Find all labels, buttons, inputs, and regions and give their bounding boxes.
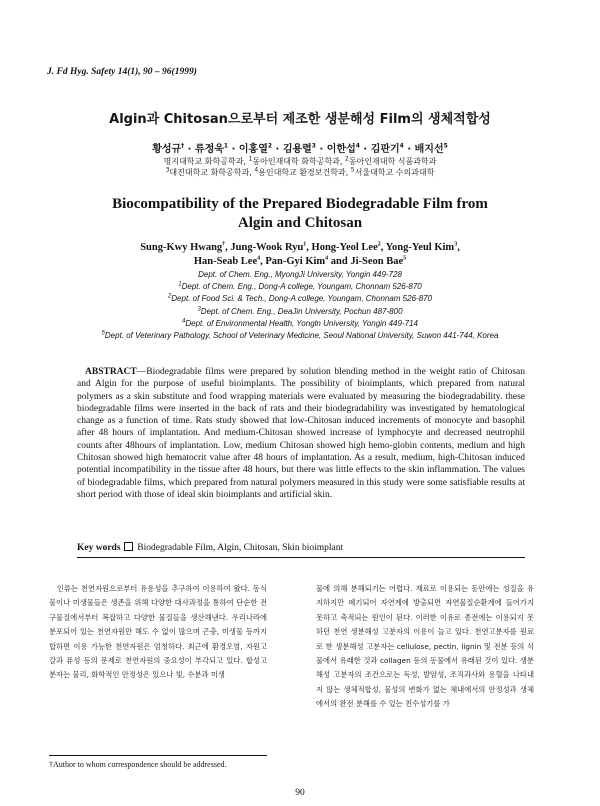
english-author-sep: , xyxy=(306,242,312,253)
korean-affiliation-sup: 5 xyxy=(350,166,355,174)
english-author-name: Ji-Seon Bae xyxy=(350,256,404,267)
journal-reference: J. Fd Hyg. Safety 14(1), 90 – 96(1999) xyxy=(47,67,197,77)
english-author-sep: , xyxy=(380,242,386,253)
korean-author-sup: 3 xyxy=(311,142,316,150)
korean-author-name: 황성규 xyxy=(152,144,182,155)
english-affiliation-sup: 1 xyxy=(178,281,182,288)
korean-author-name: 이홍열 xyxy=(238,144,268,155)
keywords-box-icon xyxy=(124,542,133,551)
english-author-sep: , xyxy=(225,242,231,253)
english-author-name: Han-Seab Lee xyxy=(193,256,258,267)
korean-author-sup: 1 xyxy=(223,142,229,150)
korean-author-sep: · xyxy=(184,144,195,155)
english-author-sup: 2 xyxy=(377,241,381,248)
korean-affiliation-text: 서울대학교 수의과대학 xyxy=(354,168,435,177)
korean-author-sup: 2 xyxy=(267,142,273,150)
english-author-sep: , xyxy=(457,242,460,253)
korean-affiliations-line2 xyxy=(0,167,600,178)
korean-author-sup: 4 xyxy=(355,142,360,150)
english-author-sup: 5 xyxy=(403,255,407,262)
korean-affiliation-text: 명지대학교 화학공학과, xyxy=(163,157,249,166)
korean-affiliations-line1 xyxy=(0,156,600,167)
body-right-paragraph: 물에 의해 분해되기는 어렵다. 재료로 이용되는 동안에는 성질을 유지하지만 폐기되어 자연계에 방출되면 자연물질순환계에 들어가지 못하고 축적되는 원인이 된다. 이러한 이유로 종전에는 이용되지 못하던 천연 생분해성 고분자의 이용이 늘고 있다. 천연고분자를 원료로 한 생분해성 고분자는 cellulose, pectin, lignin 및 전분 등의 식물에서 유래한 것과 collagen 등의 동물에서 유래된 것이 있다. 생분해성 고분자의 조건으로는 독성, 발암성, 조직과사와 용혈을 나타내지 않는 생체적합성, 물성의 변화가 없는 체내에서의 안정성과 생체에서의 완전 분해를 수 있는 친수성기를 가 xyxy=(316,584,534,709)
body-column-left xyxy=(49,582,267,683)
korean-author-sep: · xyxy=(403,144,415,155)
korean-affiliation-text: 동아인재대학 식품과학과 xyxy=(348,157,437,166)
english-title-line1: Biocompatibility of the Prepared Biodegradable Film from xyxy=(112,196,488,212)
abstract xyxy=(77,366,525,501)
english-author-name: Pan-Gyi Kim xyxy=(265,256,326,267)
english-affiliation-line xyxy=(0,330,600,342)
english-author-sup: 4 xyxy=(325,255,329,262)
english-author-sup: 4 xyxy=(257,255,261,262)
abstract-text: —Biodegradable films were prepared by solution blending method in the weight ratio of Chitosan and Algin for the purpose of useful bioimplants. The possibility of bioimplants, which prepared from natural polymers as a skin substitute and food wrapping materials were evaluated by measuring the biodegradability. these biodegradable films were inserted in the back of rats and their biodegradability was investigated by hematological change as a function of time. Rats study showed that low-Chitosan induced increments of monocyte and basophil after 48 hours of implantation. And medium-Chitosan showed increase of lymphocyte and decreased neutrophil counts after 48hours of implantation. Low, medium Chitosan showed high hemo-globin contents, medium and high Chitosan showed high hematocrit value after 48 hours of implantation. As a result, medium, high-Chitosan induced potential incompatibility in the tissue after 48 hours, but there was little effects to the skin inflammation. The values of biodegradable films, which prepared from natural polymers measured in this study were some satisfiable results at short period with those of ideal skin bioimplants and artificial skin. xyxy=(77,367,525,500)
korean-affiliation-text: 용인대학교 환경보건학과, xyxy=(258,168,351,177)
english-affiliation-line xyxy=(0,318,600,330)
english-affiliation-sup: 4 xyxy=(182,318,186,325)
korean-author-sep: · xyxy=(228,144,239,155)
korean-author-sup: 5 xyxy=(443,142,448,150)
english-authors xyxy=(0,241,600,269)
english-author-sep: , xyxy=(260,256,266,267)
english-affiliation-sup: 2 xyxy=(167,293,172,300)
english-author-name: Yong-Yeul Kim xyxy=(385,242,455,253)
korean-title: Algin과 Chitosan으로부터 제조한 생분해성 Film의 생체적합성 xyxy=(109,112,491,127)
korean-author-name: 이한섭 xyxy=(326,144,356,155)
keywords xyxy=(77,542,525,553)
abstract-label: ABSTRACT xyxy=(85,367,137,377)
english-authors-line2 xyxy=(0,255,600,269)
korean-affiliation-text: 대진대학교 화학공학과, xyxy=(169,168,255,177)
english-affiliation-line xyxy=(0,269,600,281)
english-author-name: Jung-Wook Ryu xyxy=(230,242,304,253)
keywords-text: Biodegradable Film, Algin, Chitosan, Skin bioimplant xyxy=(137,543,344,553)
footnote-divider xyxy=(49,755,267,756)
korean-affiliation-text: 동아인재대학 화학공학과, xyxy=(252,157,345,166)
english-title xyxy=(0,195,600,233)
korean-affiliation-sup: 4 xyxy=(254,166,259,174)
english-affiliation-text: Dept. of Food Sci. & Tech., Dong-A college, Youngam, Chonnam 526-870 xyxy=(171,294,433,304)
english-author-name: Sung-Kwy Hwang xyxy=(140,242,223,253)
english-title-line2: Algin and Chitosan xyxy=(237,215,363,231)
korean-authors xyxy=(0,140,600,155)
english-affiliation-line xyxy=(0,281,600,293)
korean-author-sup: 4 xyxy=(399,142,404,150)
korean-affiliation-sup: 3 xyxy=(165,166,170,174)
korean-author-sep: · xyxy=(359,144,371,155)
footnote: †Author to whom correspondence should be addressed. xyxy=(49,760,227,769)
korean-author-name: 류정욱 xyxy=(194,144,224,155)
english-author-sup: † xyxy=(222,241,226,248)
english-affiliation-line xyxy=(0,306,600,318)
keywords-label: Key words xyxy=(77,543,121,553)
korean-author-sep: · xyxy=(315,144,327,155)
english-affiliation-line xyxy=(0,293,600,305)
korean-author-name: 김판기 xyxy=(370,144,400,155)
english-affiliation-text: Dept. of Chem. Eng., DeaJin University, Pochun 487-800 xyxy=(200,306,403,316)
english-author-sep: and xyxy=(328,256,351,267)
english-affiliation-text: Dept. of Veterinary Pathology, School of Veterinary Medicine, Seoul National University, Suwon 441-744, Korea xyxy=(104,331,499,341)
section-divider xyxy=(77,557,525,558)
english-authors-line1 xyxy=(0,241,600,255)
korean-affiliation-sup: 1 xyxy=(248,155,253,163)
korean-author-sup: † xyxy=(181,142,185,150)
korean-author-sep: · xyxy=(272,144,283,155)
english-author-name: Hong-Yeol Lee xyxy=(311,242,378,253)
body-left-paragraph: 인류는 천연자원으로부터 유용성을 추구하여 이용하여 왔다. 동식물이나 미생물들은 생존을 위해 다양한 대사과정을 통하여 단순한 전구물질에서부터 복잡하고 다양한 물질들을 생산해낸다. 우리나라에 분포되어 있는 천연자원만 해도 수 없이 많으며 곤충, 미생물 등까지 합하면 이용 가능한 천연자원은 엄청하다. 최근에 환경오염, 자원고갈과 퓨성 등의 문제로 천연자원의 중요성이 부각되고 있다. 합성고분자는 물리, 화학적인 안정성은 있으나 빛, 수분과 미생 xyxy=(49,584,267,680)
english-affiliation-text: Dept. of Chem. Eng., Dong-A college, Youngam, Chonnam 526-870 xyxy=(181,282,422,292)
body-column-right xyxy=(316,582,534,712)
korean-author-name: 김용렬 xyxy=(282,144,312,155)
korean-author-name: 배지선 xyxy=(414,144,444,155)
english-affiliation-text: Dept. of Environmental Health, Yongln University, Yongin 449-714 xyxy=(185,318,418,328)
english-affiliation-sup: 3 xyxy=(197,305,201,312)
korean-affiliation-sup: 2 xyxy=(345,155,349,163)
page-number: 90 xyxy=(295,788,305,798)
english-affiliations xyxy=(0,269,600,342)
english-affiliation-sup: 5 xyxy=(101,330,105,337)
english-author-sup: 3 xyxy=(454,241,458,248)
english-author-sup: 1 xyxy=(303,241,307,248)
english-affiliation-text: Dept. of Chem. Eng., MyongJi University, Yongin 449-728 xyxy=(198,270,402,279)
